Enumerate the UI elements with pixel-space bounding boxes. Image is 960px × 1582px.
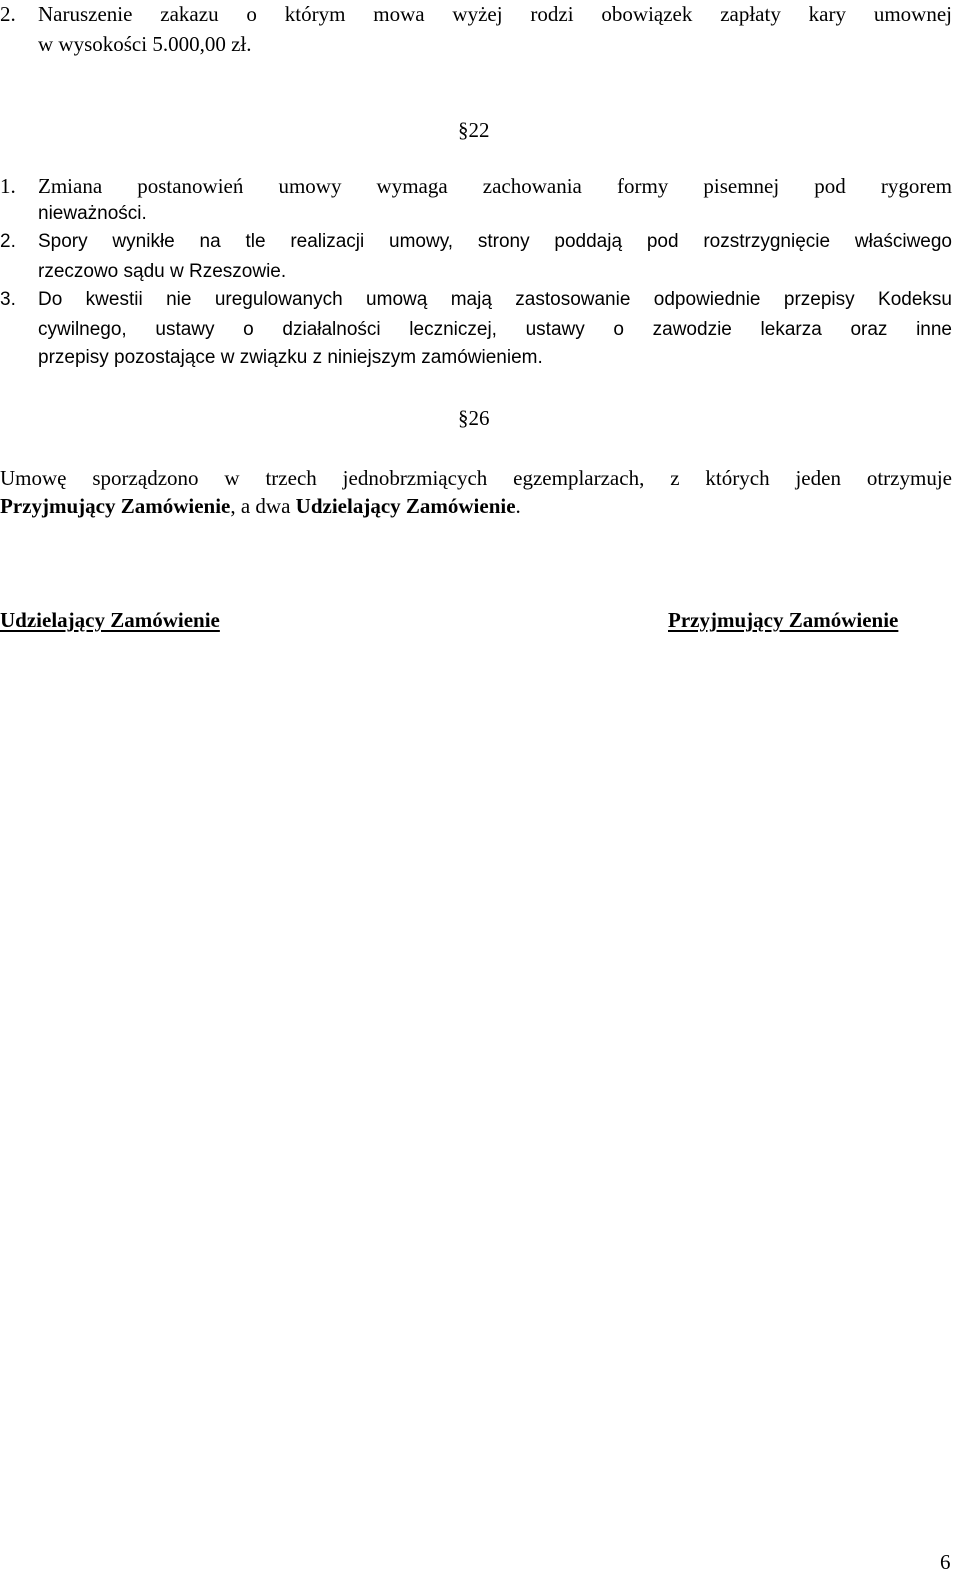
paragraph-line [38, 316, 952, 344]
page-number: 6 [940, 1550, 951, 1574]
paragraph-line: rzeczowo sądu w Rzeszowie. [38, 261, 287, 282]
paragraph-line [0, 464, 952, 492]
paragraph-line [38, 0, 952, 28]
justified-text: Do kwestii nie uregulowanych umową mają zastosowanie odpowiednie przepisy Kodeksu [38, 289, 952, 310]
paragraph-line [38, 172, 952, 200]
item-number: 1. [0, 174, 16, 198]
justified-text: Zmiana postanowień umowy wymaga zachowania formy pisemnej pod rygorem [38, 174, 952, 198]
paragraph-line: nieważności. [38, 203, 147, 224]
justified-text: cywilnego, ustawy o działalności leczniczej, ustawy o zawodzie lekarza oraz inne [38, 319, 952, 340]
item-number: 3. [0, 289, 16, 310]
party-name: Przyjmujący Zamówienie [0, 494, 231, 518]
paragraph-line [38, 286, 952, 314]
signature-label-left: Udzielający Zamówienie [0, 608, 220, 632]
item-number: 2. [0, 231, 16, 252]
section-heading: §26 [458, 406, 490, 430]
paragraph-line [0, 492, 521, 520]
party-name: Udzielający Zamówienie [295, 494, 516, 518]
signature-label-right: Przyjmujący Zamówienie [668, 608, 899, 632]
justified-text: Spory wynikłe na tle realizacji umowy, strony poddają pod rozstrzygnięcie właściwego [38, 231, 952, 252]
justified-text: Umowę sporządzono w trzech jednobrzmiących egzemplarzach, z których jeden otrzymuje [0, 466, 952, 490]
section-heading: §22 [458, 118, 490, 142]
paragraph-line: w wysokości 5.000,00 zł. [38, 32, 252, 56]
connector-text: , a dwa [230, 494, 296, 518]
item-number: 2. [0, 2, 16, 26]
justified-text: Naruszenie zakazu o którym mowa wyżej rodzi obowiązek zapłaty kary umownej [38, 2, 952, 26]
paragraph-line: przepisy pozostające w związku z niniejszym zamówieniem. [38, 347, 543, 368]
period-text: . [515, 494, 521, 518]
paragraph-line [38, 228, 952, 256]
